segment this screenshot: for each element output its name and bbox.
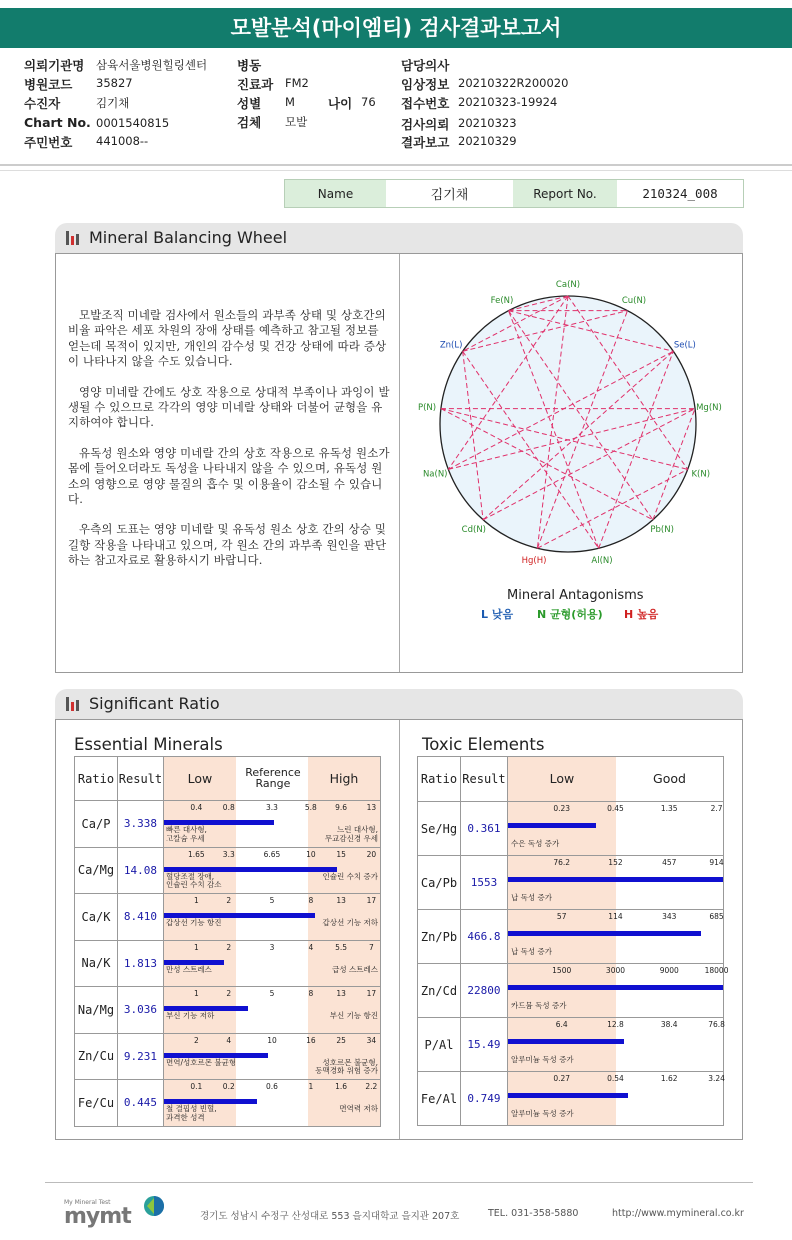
wheel-node-label: Se(L) (673, 340, 696, 351)
tick-label: 3.3 (222, 849, 235, 859)
ratio-name: Ca/K (75, 894, 118, 941)
tick-label: 1 (193, 942, 199, 952)
ratio-result: 3.036 (117, 987, 163, 1034)
tick-label: 25 (336, 1035, 346, 1045)
tick-label: 114 (608, 912, 623, 921)
table-row (75, 801, 381, 848)
note-high: 갑상선 기능 저하 (322, 918, 378, 927)
wheel-node-label: P(N) (417, 403, 437, 414)
table-row (418, 910, 724, 964)
ratio-bar (508, 823, 596, 828)
ratio-name: Ca/Mg (75, 847, 118, 894)
ratio-name: Ca/Pb (418, 856, 461, 910)
agency-label: 의뢰기관명 (24, 58, 85, 73)
tick-label: 34 (366, 1035, 377, 1045)
tick-label: 0.6 (266, 1082, 278, 1091)
wheel-description (68, 308, 390, 584)
note-high: 인슐린 수치 증가 (322, 871, 378, 881)
report-label: 결과보고 (401, 135, 450, 150)
legend-normal: N 균형(허용) (537, 608, 603, 621)
clinical-label: 임상정보 (401, 77, 450, 92)
report-no-value: 210324_008 (642, 186, 718, 201)
chart-bars-icon (66, 231, 80, 245)
patient-label: 수진자 (24, 96, 61, 111)
tick-label: 5 (269, 896, 275, 905)
ratio-name: Na/Mg (75, 987, 118, 1034)
note-low: 빠른 대사형, 고칼슘 우세 (165, 825, 207, 843)
table-row (75, 1033, 381, 1080)
ratio-name: Zn/Pb (418, 910, 461, 964)
legend-low: L 낮음 (481, 608, 514, 621)
dept-value: FM2 (285, 76, 309, 90)
legend-high: H 높음 (624, 608, 659, 621)
ratio-bar-cell (163, 1080, 380, 1127)
table-row (75, 987, 381, 1034)
table-row (75, 1080, 381, 1127)
specimen-value: 모발 (285, 115, 308, 129)
receipt-value: 20210323-19924 (458, 95, 558, 109)
note-low: 수은 독성 증가 (510, 839, 560, 848)
footer-url: http://www.mymineral.co.kr (612, 1208, 744, 1219)
ratio-bar-cell (507, 1018, 723, 1072)
tick-label: 13 (336, 896, 346, 905)
ratio-bar-cell (507, 910, 723, 964)
wheel-panel (55, 253, 743, 673)
tick-label: 13 (336, 989, 346, 998)
report-title: 모발분석(마이엠티) 검사결과보고서 (0, 8, 792, 48)
tick-label: 5.8 (304, 803, 317, 812)
good-label: Good (653, 771, 686, 786)
tick-label: 76.2 (553, 858, 571, 867)
ratio-bar (508, 931, 702, 936)
ratio-bar (164, 867, 337, 872)
tick-label: 16 (306, 1035, 316, 1045)
ratio-name: Na/K (75, 940, 118, 987)
tick-label: 20 (366, 849, 377, 859)
agency-value: 삼육서울병원힐링센터 (96, 58, 208, 72)
tick-label: 1 (193, 896, 199, 905)
ratio-name: Fe/Al (418, 1072, 461, 1126)
ratio-result: 0.361 (460, 802, 507, 856)
ratio-result: 15.49 (460, 1018, 507, 1072)
paragraph: 유독성 원소와 영양 미네랄 간의 상호 작용으로 유독성 원소가 몸에 들어오더라도 독성을 나타내지 않을 수 있으며, 유독성 원소의 영향으로 영양 물질의 흡수 및 이용율이 감소될 수 있습니다. (68, 445, 390, 507)
tick-label: 3000 (605, 966, 626, 975)
ratio-bar (164, 960, 224, 965)
ratio-section-title (55, 689, 743, 719)
ratio-name: Se/Hg (418, 802, 461, 856)
ratio-bar (164, 1053, 268, 1058)
ratio-bar (508, 877, 723, 882)
col-ratio: Ratio (75, 757, 118, 801)
tick-label: 3 (269, 942, 275, 952)
tick-labels (164, 850, 380, 860)
table-row (418, 856, 724, 910)
section-title-text: Significant Ratio (89, 694, 220, 713)
section-title-text: Mineral Balancing Wheel (89, 228, 288, 247)
ratio-bar-cell (163, 894, 380, 941)
tick-label: 9.6 (335, 803, 348, 812)
report-value: 20210329 (458, 134, 517, 148)
tick-label: 76.8 (708, 1020, 725, 1029)
note-high: 급성 스트레스 (332, 964, 378, 974)
ratio-result: 3.338 (117, 801, 163, 848)
tick-label: 0.23 (553, 804, 571, 813)
tick-label: 17 (366, 989, 377, 998)
tick-labels (164, 989, 380, 999)
note-low: 부신 기능 저하 (165, 1011, 215, 1020)
table-row (418, 802, 724, 856)
tick-label: 0.45 (607, 804, 624, 813)
tick-label: 0.1 (190, 1082, 203, 1091)
footer-address: 경기도 성남시 수정구 산성대로 553 을지대학교 을지관 207호 (200, 1211, 460, 1222)
tick-label: 1 (308, 1082, 314, 1091)
logo-mark-icon (143, 1195, 165, 1217)
note-low: 알루미늄 독성 증가 (510, 1109, 574, 1118)
essential-table (74, 756, 381, 1127)
wheel-node-label: Ca(N) (555, 280, 581, 290)
wheel-node-label: Pb(N) (650, 524, 674, 535)
table-row (418, 1072, 724, 1126)
tick-label: 1.65 (188, 849, 205, 859)
col-range (163, 757, 380, 801)
ratio-result: 1553 (460, 856, 507, 910)
wheel-node-label: Fe(N) (490, 296, 514, 307)
wheel-node-label: K(N) (691, 469, 711, 480)
tick-label: 2.2 (365, 1082, 378, 1091)
note-low: 혈당조절 장애, 인슐린 수치 감소 (165, 871, 222, 889)
note-low: 알루미늄 독성 증가 (510, 1055, 574, 1064)
ratio-result: 22800 (460, 964, 507, 1018)
tick-label: 2.7 (710, 804, 723, 813)
col-result: Result (117, 757, 163, 801)
tick-label: 6.4 (555, 1020, 568, 1029)
request-value: 20210323 (458, 116, 517, 130)
tick-label: 2 (226, 989, 232, 998)
tick-label: 12.8 (607, 1020, 624, 1029)
tick-label: 9000 (659, 966, 679, 975)
divider (399, 720, 400, 1139)
note-high: 성호르몬 불균형, 동맥경화 위험 증가 (315, 1057, 378, 1075)
ratio-bar-cell (507, 856, 723, 910)
tick-labels (508, 804, 723, 814)
tick-label: 685 (709, 912, 724, 921)
ratio-bar-cell (163, 847, 380, 894)
tick-label: 1.62 (660, 1074, 678, 1083)
clinical-value: 20210322R200020 (458, 76, 569, 90)
table-header (418, 757, 724, 802)
ratio-result: 466.8 (460, 910, 507, 964)
ratio-result: 8.410 (117, 894, 163, 941)
ratio-result: 1.813 (117, 940, 163, 987)
tick-labels (164, 803, 380, 813)
age-value: 76 (361, 95, 376, 109)
tick-label: 0.2 (222, 1082, 235, 1091)
tick-label: 57 (556, 912, 567, 921)
toxic-title: Toxic Elements (422, 735, 545, 754)
note-low: 카드뮴 독성 증가 (510, 1001, 567, 1010)
tick-label: 3.3 (266, 803, 278, 812)
table-row (418, 964, 724, 1018)
note-low: 납 독성 증가 (510, 893, 552, 902)
note-high: 면역력 저하 (339, 1104, 378, 1113)
ratio-bar (508, 1093, 628, 1098)
tick-label: 8 (308, 989, 314, 998)
ratio-result: 0.749 (460, 1072, 507, 1126)
note-low: 철 결핍성 빈혈, 과격한 성격 (165, 1104, 217, 1122)
ratio-name: P/Al (418, 1018, 461, 1072)
chart-value: 0001540815 (96, 116, 170, 130)
tick-labels (508, 1074, 723, 1084)
ratio-bar (508, 1039, 624, 1044)
note-low: 면역/성호르몬 불균형 (165, 1057, 237, 1067)
note-low: 갑상선 기능 항진 (165, 918, 222, 927)
tick-label: 0.54 (607, 1074, 624, 1083)
tick-label: 7 (368, 942, 374, 952)
ratio-name: Zn/Cu (75, 1033, 118, 1080)
tick-label: 1500 (552, 966, 572, 975)
table-row (75, 940, 381, 987)
tick-label: 17 (366, 896, 377, 905)
tick-label: 0.4 (190, 803, 203, 812)
paragraph: 우측의 도표는 영양 미네랄 및 유독성 원소 상호 간의 상승 및 길항 작용을 나타내고 있으며, 각 원소 간의 과부족 원인을 판단하는 참고자료로 활용하시기 바랍니다. (68, 522, 387, 568)
tick-label: 4 (308, 942, 314, 952)
tick-label: 3.24 (708, 1074, 725, 1083)
sex-value: M (285, 95, 295, 109)
doctor-label: 담당의사 (401, 58, 450, 73)
note-high: 느린 대사형, 무교감신경 우세 (324, 825, 378, 843)
tick-label: 1 (193, 989, 199, 998)
col-result: Result (460, 757, 507, 802)
ratio-name: Fe/Cu (75, 1080, 118, 1127)
request-label: 검사의뢰 (401, 117, 450, 132)
ratio-name: Zn/Cd (418, 964, 461, 1018)
tick-label: 4 (226, 1035, 232, 1045)
tick-label: 10 (267, 1035, 277, 1045)
note-low: 만성 스트레스 (165, 964, 212, 974)
ratio-result: 9.231 (117, 1033, 163, 1080)
tick-label: 1.35 (660, 804, 678, 813)
tick-label: 2 (226, 896, 232, 905)
id-value: 441008-- (96, 134, 149, 148)
high-label: High (329, 771, 359, 786)
wheel-node-label: Zn(L) (439, 340, 463, 351)
low-label: Low (187, 771, 213, 786)
id-label: 주민번호 (24, 135, 73, 150)
tick-labels (164, 943, 380, 953)
chart-label: Chart No. (24, 115, 91, 130)
paragraph: 모발조직 미네랄 검사에서 원소들의 과부족 상태 및 상호간의 비율 파악은 세포 차원의 장애 상태를 예측하고 참고될 정보를 얻는데 목적이 있지만, 개인의 감수성 및 건강 상태에 따라 증상이 나타나지 않을 수도 있습니다. (68, 308, 387, 369)
tick-label: 15 (336, 849, 346, 859)
ratio-bar-cell (163, 1033, 380, 1080)
footer-divider (45, 1182, 753, 1183)
tick-labels (164, 1036, 380, 1046)
footer-tel: TEL. 031-358-5880 (488, 1208, 579, 1219)
logo: mymt (64, 1204, 131, 1229)
tick-label: 8 (308, 896, 314, 905)
wheel-node-label: Mg(N) (696, 403, 722, 414)
table-row (75, 894, 381, 941)
col-range (507, 757, 723, 802)
col-ratio: Ratio (418, 757, 461, 802)
table-header (75, 757, 381, 801)
tick-label: 5.5 (335, 942, 348, 952)
dept-label: 진료과 (237, 77, 274, 92)
hospital-code-value: 35827 (96, 76, 133, 90)
tick-labels (508, 966, 729, 976)
note-high: 부신 기능 항진 (329, 1011, 378, 1020)
tick-label: 18000 (704, 966, 729, 975)
name-value: 김기채 (430, 188, 469, 203)
tick-label: 914 (709, 858, 724, 867)
wheel-circle (440, 296, 696, 552)
ratio-bar-cell (163, 940, 380, 987)
wheel-node-label: Cu(N) (621, 296, 647, 307)
essential-title: Essential Minerals (74, 735, 223, 754)
receipt-label: 접수번호 (401, 96, 450, 111)
note-low: 납 독성 증가 (510, 947, 552, 956)
ref-label: Reference Range (245, 766, 301, 790)
divider (0, 170, 792, 171)
tick-label: 10 (306, 849, 316, 859)
ratio-bar-cell (507, 964, 729, 1018)
tick-label: 2 (226, 942, 232, 952)
tick-label: 1.6 (335, 1082, 348, 1091)
ratio-bar-cell (507, 1072, 723, 1126)
ratio-bar (508, 985, 723, 990)
tick-label: 13 (366, 803, 377, 812)
low-label: Low (549, 771, 575, 786)
tick-label: 0.8 (222, 803, 235, 812)
sex-label: 성별 (237, 96, 262, 111)
tick-label: 5 (269, 989, 275, 998)
age-label: 나이 (328, 96, 353, 111)
wheel-section-title (55, 223, 743, 253)
tick-labels (508, 912, 723, 922)
name-box (284, 179, 744, 208)
tick-label: 38.4 (660, 1020, 678, 1029)
tick-labels (508, 1020, 723, 1030)
tick-labels (508, 858, 723, 868)
tick-labels (164, 1082, 380, 1092)
wheel-node-label: Cd(N) (461, 524, 487, 535)
tick-labels (164, 896, 380, 906)
ratio-name: Ca/P (75, 801, 118, 848)
wheel-title: Mineral Antagonisms (507, 588, 644, 603)
hospital-code-label: 병원코드 (24, 77, 73, 92)
logo-caption: My Mineral Test (64, 1199, 111, 1206)
patient-value: 김기채 (96, 96, 130, 110)
ward-label: 병동 (237, 58, 262, 73)
wheel-node-label: Na(N) (422, 469, 448, 480)
report-no-label: Report No. (513, 180, 617, 207)
table-row (75, 847, 381, 894)
table-row (418, 1018, 724, 1072)
tick-label: 2 (193, 1035, 199, 1045)
tick-label: 0.27 (553, 1074, 571, 1083)
ratio-bar-cell (163, 987, 380, 1034)
ratio-bar-cell (507, 802, 723, 856)
paragraph: 영양 미네랄 간에도 상호 작용으로 상대적 부족이나 과잉이 발생될 수 있으므로 각각의 영양 미네랄 상태와 더불어 균형을 유지하여야 합니다. (68, 384, 390, 430)
tick-label: 457 (662, 858, 677, 867)
tick-label: 152 (608, 858, 623, 867)
wheel-node-label: Al(N) (591, 555, 613, 566)
ratio-result: 14.08 (117, 847, 163, 894)
tick-label: 6.65 (263, 849, 281, 859)
chart-bars-icon (66, 697, 80, 711)
wheel-node-label: Hg(H) (521, 555, 547, 566)
toxic-table (417, 756, 729, 1126)
ratio-bar-cell (163, 801, 380, 848)
specimen-label: 검체 (237, 115, 262, 130)
name-label: Name (285, 180, 386, 207)
ratio-result: 0.445 (117, 1080, 163, 1127)
divider (0, 164, 792, 166)
tick-label: 343 (662, 912, 677, 921)
